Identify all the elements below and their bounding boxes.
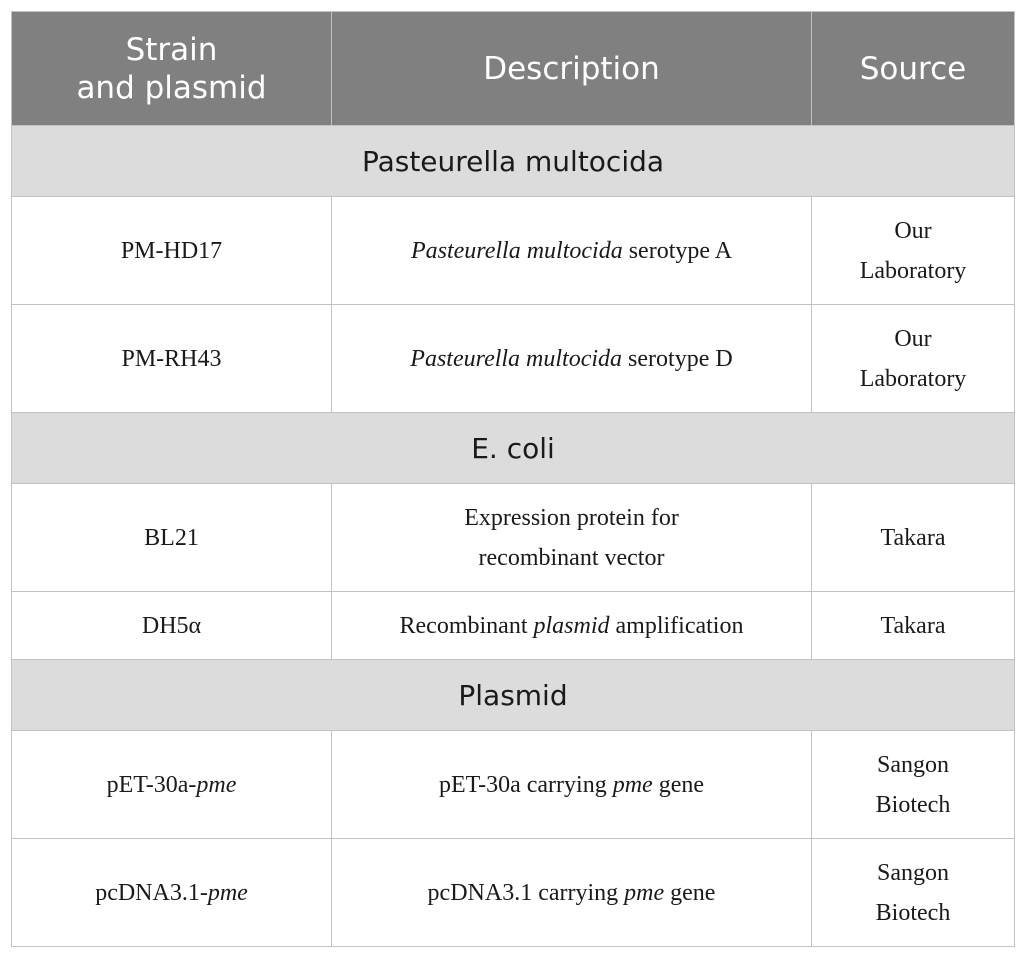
description: Pasteurella multocida serotype A <box>332 197 812 305</box>
description: Expression protein for recombinant vector <box>332 484 812 592</box>
strain-name: pET-30a-pme <box>12 731 332 839</box>
source: Our Laboratory <box>812 305 1015 413</box>
source: Takara <box>812 484 1015 592</box>
section-row <box>12 126 1015 197</box>
source: Takara <box>812 592 1015 660</box>
table-row <box>12 484 1015 592</box>
source: Sangon Biotech <box>812 839 1015 947</box>
strain-plasmid-table <box>11 11 1015 947</box>
table-row <box>12 305 1015 413</box>
table-row <box>12 592 1015 660</box>
header-strain-and-plasmid <box>12 12 332 126</box>
table-row <box>12 197 1015 305</box>
table-row <box>12 839 1015 947</box>
header-col1-line1: Strain <box>125 31 218 68</box>
strain-name: BL21 <box>12 484 332 592</box>
header-description: Description <box>332 12 812 126</box>
table-row <box>12 731 1015 839</box>
header-source: Source <box>812 12 1015 126</box>
description: pcDNA3.1 carrying pme gene <box>332 839 812 947</box>
description: Pasteurella multocida serotype D <box>332 305 812 413</box>
source: Our Laboratory <box>812 197 1015 305</box>
header-col1-line2: and plasmid <box>76 69 267 106</box>
section-title-pasteurella: Pasteurella multocida <box>12 126 1015 197</box>
header-row <box>12 12 1015 126</box>
section-row <box>12 660 1015 731</box>
strain-name: pcDNA3.1-pme <box>12 839 332 947</box>
strain-name: DH5α <box>12 592 332 660</box>
description: pET-30a carrying pme gene <box>332 731 812 839</box>
strain-name: PM-HD17 <box>12 197 332 305</box>
section-title-ecoli: E. coli <box>12 413 1015 484</box>
section-row <box>12 413 1015 484</box>
strain-name: PM-RH43 <box>12 305 332 413</box>
description: Recombinant plasmid amplification <box>332 592 812 660</box>
section-title-plasmid: Plasmid <box>12 660 1015 731</box>
source: Sangon Biotech <box>812 731 1015 839</box>
